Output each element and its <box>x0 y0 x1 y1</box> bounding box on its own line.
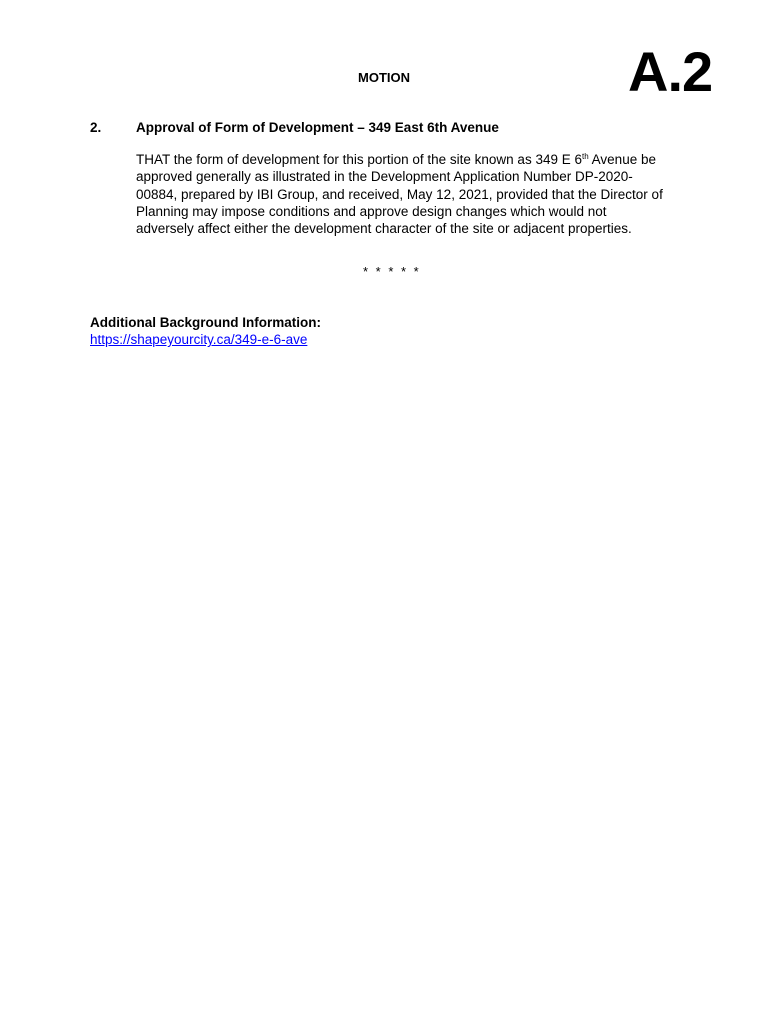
background-link[interactable]: https://shapeyourcity.ca/349-e-6-ave <box>90 332 308 347</box>
separator: * * * * * <box>363 264 421 279</box>
motion-heading: MOTION <box>358 70 410 85</box>
text-span: THAT the form of development for this portion of the site known as 349 E 6 <box>136 152 582 167</box>
agenda-item-badge: A.2 <box>628 40 713 103</box>
motion-text <box>136 151 663 237</box>
motion-line: Planning may impose conditions and approve design changes which would not <box>136 203 607 219</box>
motion-line: 00884, prepared by IBI Group, and received, May 12, 2021, provided that the Director of <box>136 186 663 202</box>
motion-line: adversely affect either the development character of the site or adjacent properties. <box>136 221 632 237</box>
background-label: Additional Background Information: <box>90 315 321 330</box>
superscript: th <box>581 152 589 161</box>
item-number: 2. <box>90 120 102 135</box>
motion-line <box>136 151 663 168</box>
motion-line: approved generally as illustrated in the Development Application Number DP-2020- <box>136 169 633 185</box>
text-span: Avenue be <box>588 152 656 167</box>
item-title: Approval of Form of Development – 349 East 6th Avenue <box>136 120 499 135</box>
